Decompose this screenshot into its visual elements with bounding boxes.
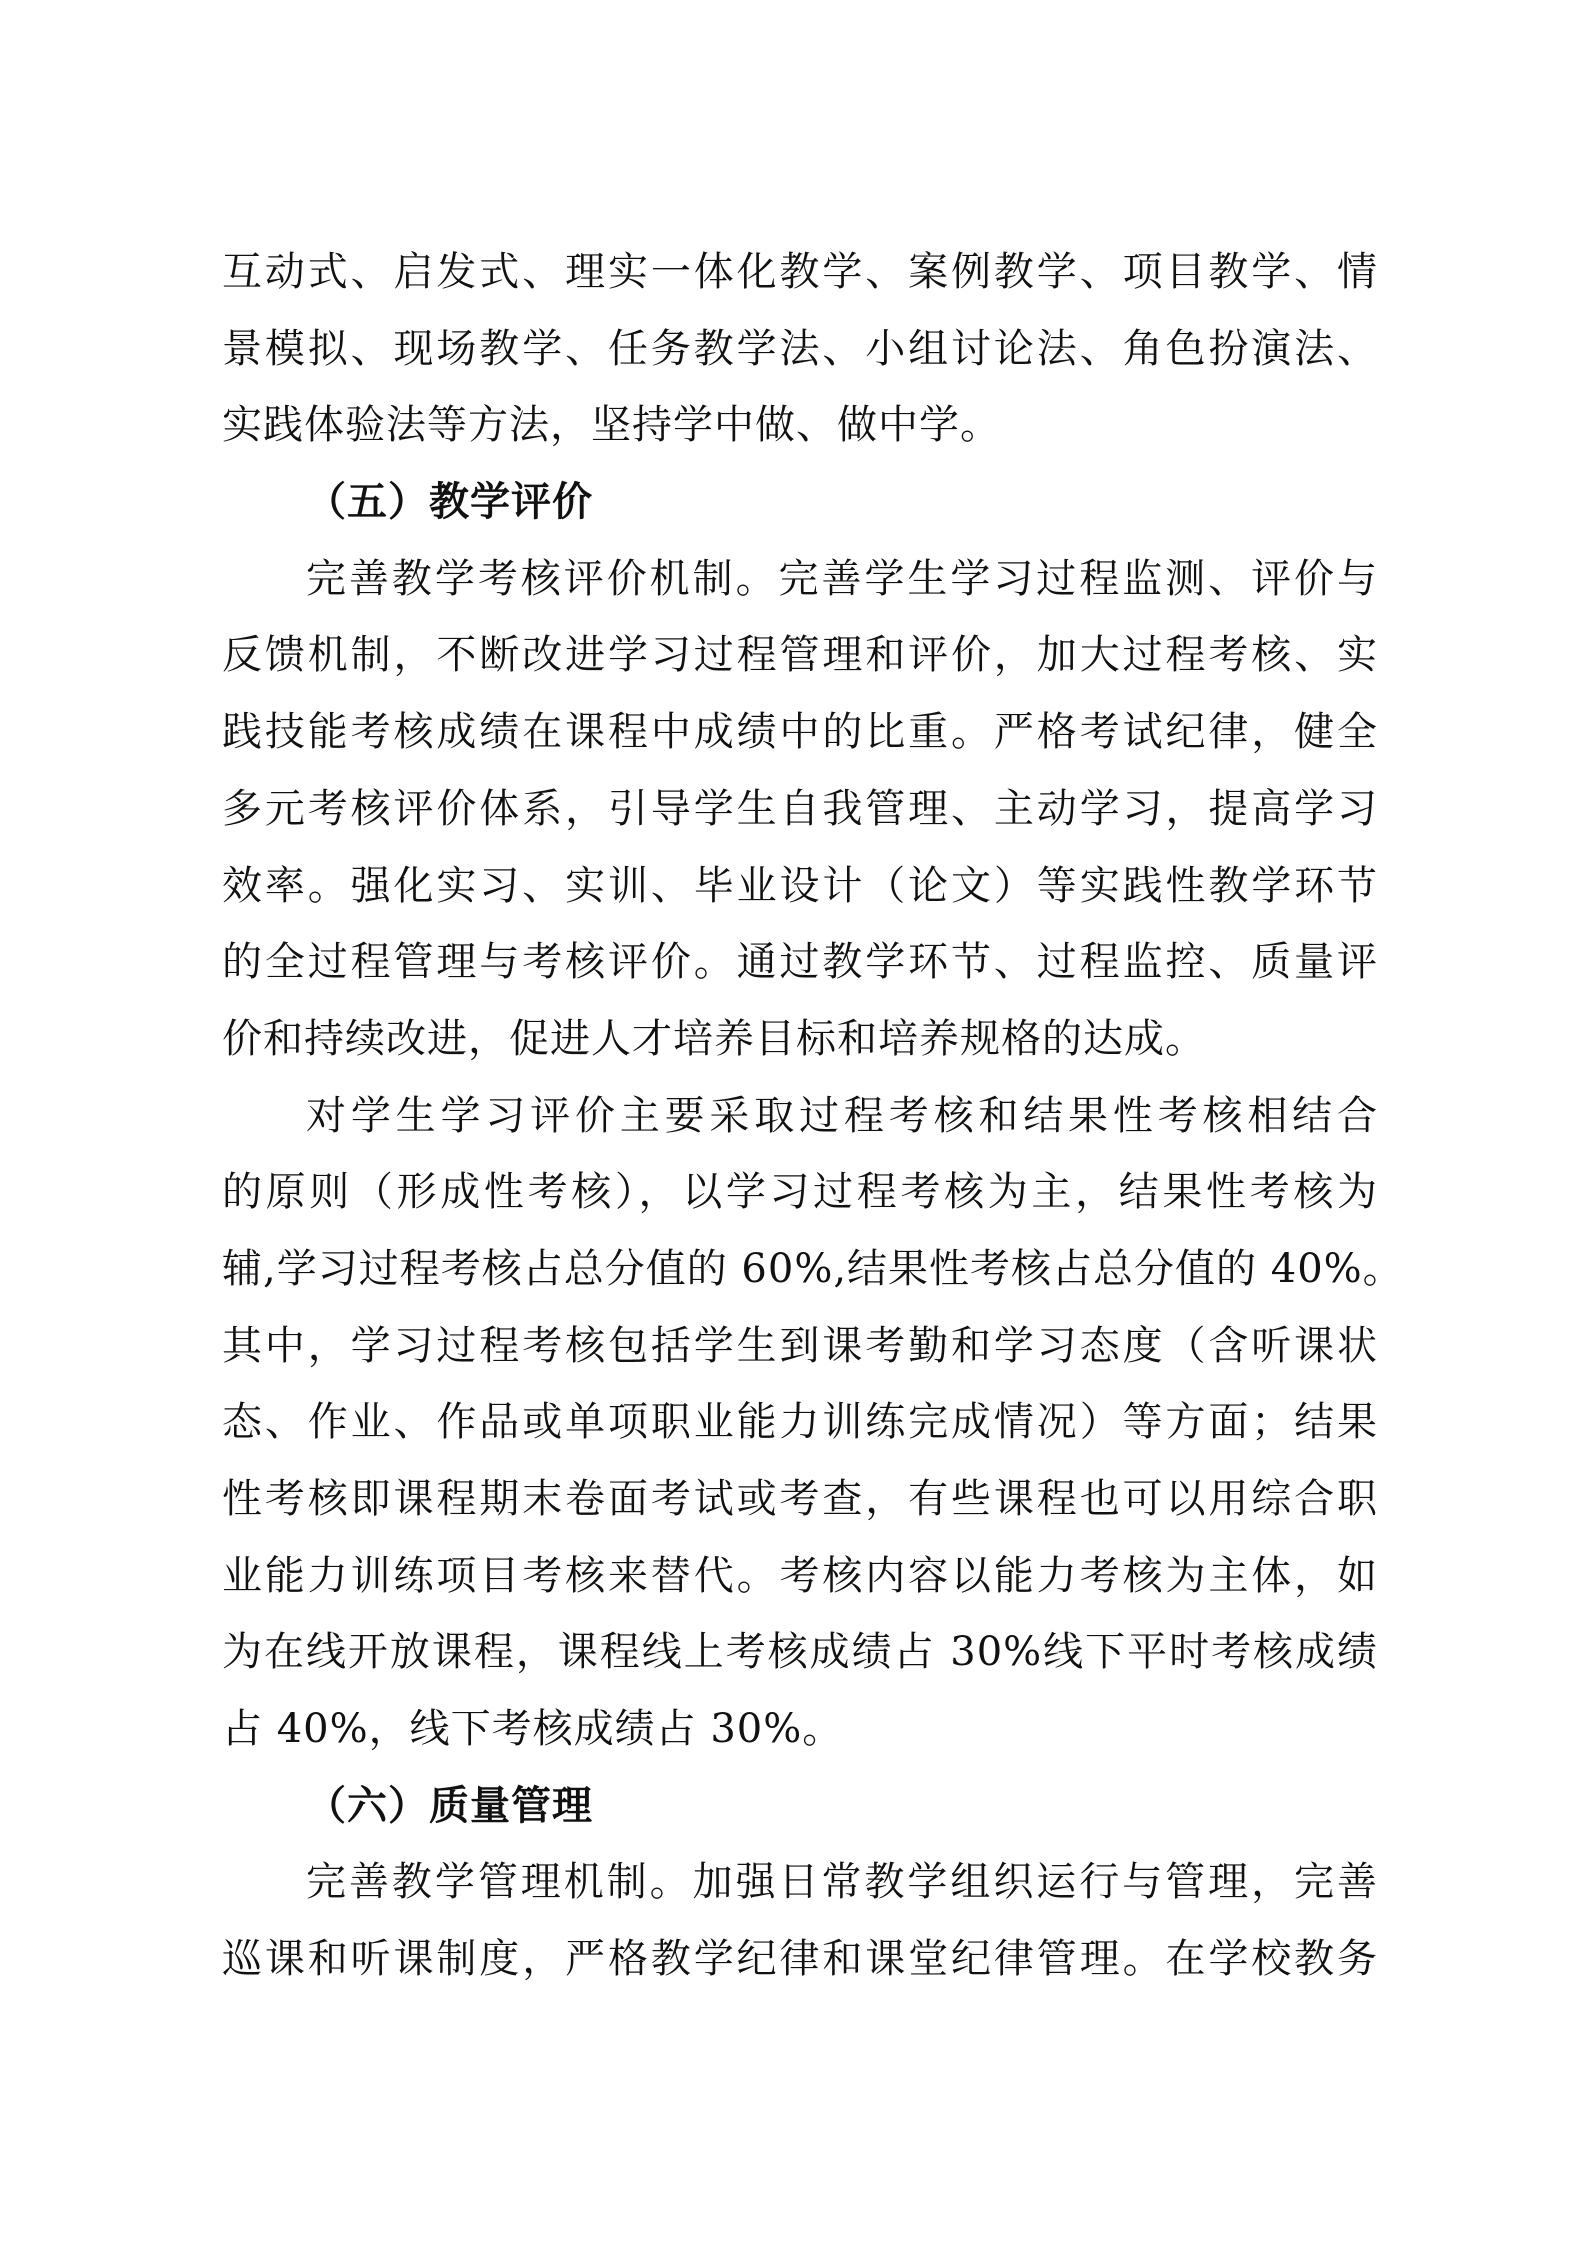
- text-line: 巡课和听课制度，严格教学纪律和课堂纪律管理。在学校教务: [222, 1936, 1378, 1983]
- paragraph-evaluation-mechanism: [222, 541, 1378, 1078]
- text-line: 践技能考核成绩在课程中成绩中的比重。严格考试纪律，健全: [222, 709, 1378, 756]
- text-line: 的全过程管理与考核评价。通过教学环节、过程监控、质量评: [222, 939, 1378, 986]
- text-line: 效率。强化实习、实训、毕业设计（论文）等实践性教学环节: [222, 862, 1378, 909]
- text-line: 实践体验法等方法，坚持学中做、做中学。: [222, 402, 1001, 449]
- text-line: 对学生学习评价主要采取过程考核和结果性考核相结合: [306, 1092, 1378, 1139]
- section-heading-quality-management: （六）质量管理: [306, 1781, 593, 1829]
- paragraph-teaching-methods: [222, 234, 1378, 464]
- text-line: 多元考核评价体系，引导学生自我管理、主动学习，提高学习: [222, 785, 1378, 832]
- text-line: 辅,学习过程考核占总分值的 60%,结果性考核占总分值的 40%。: [222, 1245, 1404, 1292]
- paragraph-management-mechanism: [222, 1844, 1378, 1997]
- text-line: 业能力训练项目考核来替代。考核内容以能力考核为主体，如: [222, 1552, 1378, 1599]
- text-line: 完善教学管理机制。加强日常教学组织运行与管理，完善: [306, 1859, 1378, 1906]
- text-line: 占 40%，线下考核成绩占 30%。: [222, 1706, 844, 1753]
- text-line: 的原则（形成性考核），以学习过程考核为主，结果性考核为: [222, 1169, 1378, 1216]
- text-line: 景模拟、现场教学、任务教学法、小组讨论法、角色扮演法、: [222, 325, 1378, 372]
- text-line: 其中，学习过程考核包括学生到课考勤和学习态度（含听课状: [222, 1322, 1378, 1369]
- text-line: 反馈机制，不断改进学习过程管理和评价，加大过程考核、实: [222, 632, 1378, 679]
- paragraph-assessment-weights: [222, 1078, 1404, 1768]
- text-line: 互动式、启发式、理实一体化教学、案例教学、项目教学、情: [222, 249, 1378, 295]
- document-body: [222, 234, 1404, 1998]
- text-line: 态、作业、作品或单项职业能力训练完成情况）等方面；结果: [222, 1399, 1378, 1446]
- text-line: 性考核即课程期末卷面考试或考查，有些课程也可以用综合职: [222, 1476, 1378, 1522]
- text-line: 为在线开放课程，课程线上考核成绩占 30%线下平时考核成绩: [222, 1629, 1378, 1676]
- text-line: 完善教学考核评价机制。完善学生学习过程监测、评价与: [306, 555, 1378, 602]
- section-heading-teaching-evaluation: （五）教学评价: [306, 478, 593, 526]
- text-line: 价和持续改进，促进人才培养目标和培养规格的达成。: [222, 1015, 1206, 1062]
